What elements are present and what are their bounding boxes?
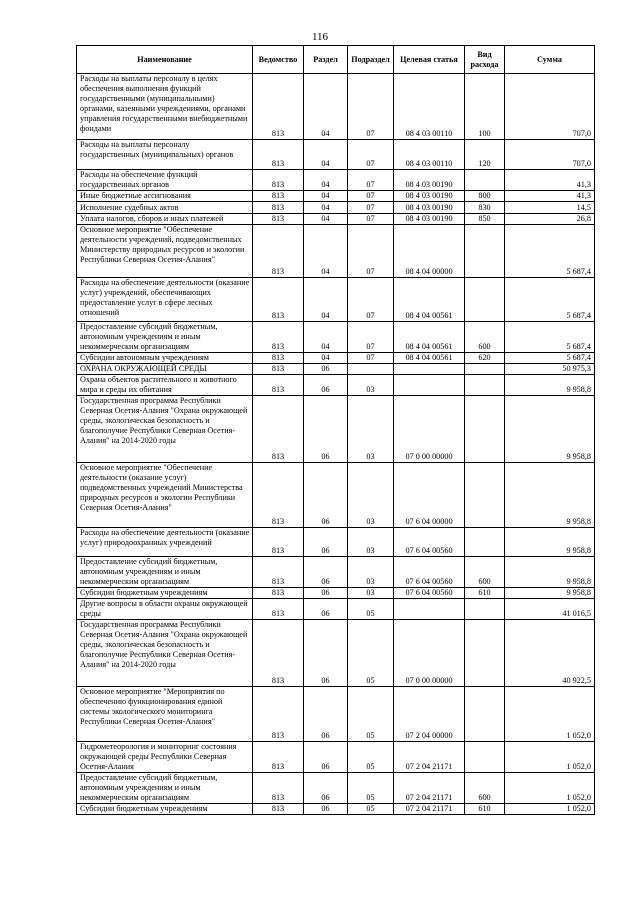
cell-expense-kind: 600 [465, 773, 505, 804]
cell-expense-kind [465, 742, 505, 773]
table-row [77, 353, 595, 364]
cell-sum: 41,3 [505, 170, 595, 191]
cell-department: 813 [253, 202, 304, 214]
cell-target-article: 08 4 03 00190 [394, 191, 465, 202]
cell-section: 06 [304, 364, 348, 375]
cell-target-article [394, 599, 465, 620]
cell-department: 813 [253, 170, 304, 191]
cell-name: Субсидии бюджетным учреждениям [77, 588, 253, 599]
cell-expense-kind [465, 170, 505, 191]
cell-subsection: 03 [348, 463, 394, 528]
cell-expense-kind: 830 [465, 202, 505, 214]
cell-target-article: 07 6 04 00560 [394, 528, 465, 557]
table-row [77, 214, 595, 225]
cell-sum: 5 687,4 [505, 353, 595, 364]
cell-section: 06 [304, 557, 348, 588]
cell-name: Иные бюджетные ассигнования [77, 191, 253, 202]
cell-department: 813 [253, 742, 304, 773]
cell-sum: 9 958,8 [505, 528, 595, 557]
cell-department: 813 [253, 588, 304, 599]
cell-section: 06 [304, 773, 348, 804]
cell-subsection: 05 [348, 620, 394, 687]
cell-name: Основное мероприятие "Мероприятия по обеспечению функционирования единой системы экологического мониторинга Республики Северная Осетия-Алания" [77, 687, 253, 742]
cell-expense-kind [465, 620, 505, 687]
header-sum: Сумма [505, 46, 595, 74]
cell-expense-kind: 610 [465, 588, 505, 599]
cell-name: Гидрометеорология и мониторинг состояния окружающей среды Республики Северная Осетия-Алания [77, 742, 253, 773]
table-row [77, 463, 595, 528]
cell-department: 813 [253, 773, 304, 804]
cell-section: 04 [304, 191, 348, 202]
header-section: Раздел [304, 46, 348, 74]
cell-expense-kind: 600 [465, 557, 505, 588]
page-number: 116 [311, 31, 329, 43]
cell-expense-kind: 610 [465, 804, 505, 815]
cell-sum: 9 958,8 [505, 375, 595, 396]
table-row [77, 191, 595, 202]
cell-section: 06 [304, 463, 348, 528]
cell-department: 813 [253, 191, 304, 202]
cell-sum: 50 975,3 [505, 364, 595, 375]
cell-sum: 9 958,8 [505, 463, 595, 528]
cell-department: 813 [253, 557, 304, 588]
cell-target-article: 07 2 04 21171 [394, 742, 465, 773]
cell-sum: 1 052,0 [505, 804, 595, 815]
cell-name: Уплата налогов, сборов и иных платежей [77, 214, 253, 225]
cell-department: 813 [253, 396, 304, 463]
header-department: Ведомство [253, 46, 304, 74]
table-row [77, 773, 595, 804]
header-subsection: Подраздел [348, 46, 394, 74]
cell-target-article: 08 4 03 00190 [394, 202, 465, 214]
cell-section: 06 [304, 396, 348, 463]
cell-expense-kind [465, 396, 505, 463]
cell-name: Расходы на обеспечение деятельности (оказание услуг) учреждений, обеспечивающих предоставление услуг в сфере лесных отношений [77, 278, 253, 322]
table-row [77, 74, 595, 140]
cell-name: Основное мероприятие "Обеспечение деятельности (оказание услуг) подведомственных учреждений Министерства природных ресурсов и экологии Республики Северная Осетия-Алания" [77, 463, 253, 528]
cell-sum: 1 052,0 [505, 773, 595, 804]
cell-department: 813 [253, 278, 304, 322]
cell-section: 04 [304, 278, 348, 322]
cell-section: 04 [304, 202, 348, 214]
cell-department: 813 [253, 687, 304, 742]
cell-sum: 9 958,8 [505, 396, 595, 463]
cell-subsection: 03 [348, 375, 394, 396]
cell-section: 06 [304, 804, 348, 815]
cell-expense-kind: 620 [465, 353, 505, 364]
cell-sum: 9 958,8 [505, 557, 595, 588]
cell-target-article: 07 2 04 00000 [394, 687, 465, 742]
cell-expense-kind: 100 [465, 74, 505, 140]
cell-target-article: 07 2 04 21171 [394, 804, 465, 815]
cell-section: 04 [304, 170, 348, 191]
cell-sum: 9 958,8 [505, 588, 595, 599]
cell-target-article: 07 2 04 21171 [394, 773, 465, 804]
cell-expense-kind [465, 687, 505, 742]
cell-sum: 41,3 [505, 191, 595, 202]
cell-subsection: 07 [348, 191, 394, 202]
table-body [77, 74, 595, 815]
cell-name: Расходы на выплаты персоналу государственных (муниципальных) органов [77, 140, 253, 170]
cell-expense-kind: 120 [465, 140, 505, 170]
budget-table [76, 45, 595, 815]
cell-subsection: 07 [348, 202, 394, 214]
cell-subsection: 03 [348, 557, 394, 588]
cell-sum: 5 687,4 [505, 322, 595, 353]
cell-department: 813 [253, 353, 304, 364]
cell-expense-kind: 850 [465, 214, 505, 225]
cell-name: Исполнение судебных актов [77, 202, 253, 214]
cell-target-article: 07 0 00 00000 [394, 620, 465, 687]
cell-name: Расходы на обеспечение деятельности (оказание услуг) природоохранных учреждений [77, 528, 253, 557]
cell-target-article: 07 6 04 00560 [394, 588, 465, 599]
cell-expense-kind [465, 463, 505, 528]
cell-target-article [394, 375, 465, 396]
cell-target-article [394, 364, 465, 375]
table-row [77, 804, 595, 815]
cell-subsection: 03 [348, 396, 394, 463]
cell-section: 04 [304, 74, 348, 140]
table-row [77, 364, 595, 375]
header-expense-kind: Вид расхода [465, 46, 505, 74]
cell-subsection: 07 [348, 74, 394, 140]
cell-expense-kind [465, 278, 505, 322]
cell-name: Государственная программа Республики Северная Осетия-Алания "Охрана окружающей среды, экологическая безопасность и благополучие Республики Северная Осетия-Алания" на 2014-2020 годы [77, 396, 253, 463]
cell-expense-kind [465, 225, 505, 278]
cell-section: 04 [304, 322, 348, 353]
cell-section: 06 [304, 375, 348, 396]
cell-department: 813 [253, 74, 304, 140]
cell-target-article: 08 4 04 00561 [394, 322, 465, 353]
cell-sum: 1 052,0 [505, 687, 595, 742]
cell-section: 04 [304, 214, 348, 225]
cell-name: Предоставление субсидий бюджетным, автономным учреждениям и иным некоммерческим организациям [77, 322, 253, 353]
cell-department: 813 [253, 463, 304, 528]
cell-sum: 5 687,4 [505, 225, 595, 278]
table-row [77, 396, 595, 463]
cell-department: 813 [253, 225, 304, 278]
cell-target-article: 08 4 03 00110 [394, 140, 465, 170]
table-row [77, 170, 595, 191]
cell-department: 813 [253, 375, 304, 396]
cell-name: Основное мероприятие "Обеспечение деятельности учреждений, подведомственных Министерству природных ресурсов и экологии Республики Северная Осетия-Алания" [77, 225, 253, 278]
header-target-article: Целевая статья [394, 46, 465, 74]
cell-name: ОХРАНА ОКРУЖАЮЩЕЙ СРЕДЫ [77, 364, 253, 375]
cell-sum: 26,8 [505, 214, 595, 225]
cell-target-article: 07 6 04 00000 [394, 463, 465, 528]
cell-name: Субсидии автономным учреждениям [77, 353, 253, 364]
cell-target-article: 08 4 03 00190 [394, 170, 465, 191]
cell-subsection: 07 [348, 225, 394, 278]
cell-department: 813 [253, 214, 304, 225]
cell-subsection: 07 [348, 170, 394, 191]
cell-name: Предоставление субсидий бюджетным, автономным учреждениям и иным некоммерческим организациям [77, 557, 253, 588]
cell-subsection: 05 [348, 804, 394, 815]
table-row [77, 322, 595, 353]
cell-section: 06 [304, 528, 348, 557]
cell-section: 06 [304, 687, 348, 742]
cell-expense-kind: 600 [465, 322, 505, 353]
cell-sum: 1 052,0 [505, 742, 595, 773]
cell-expense-kind [465, 375, 505, 396]
cell-name: Расходы на выплаты персоналу в целях обеспечения выполнения функций государственными (муниципальными) органами, казенными учреждениями, органами управления государственными внебюджетными фондами [77, 74, 253, 140]
cell-target-article: 08 4 04 00000 [394, 225, 465, 278]
cell-subsection: 05 [348, 687, 394, 742]
cell-department: 813 [253, 620, 304, 687]
cell-department: 813 [253, 804, 304, 815]
cell-name: Расходы на обеспечение функций государственных органов [77, 170, 253, 191]
cell-subsection: 07 [348, 214, 394, 225]
cell-subsection: 07 [348, 278, 394, 322]
cell-expense-kind [465, 528, 505, 557]
cell-department: 813 [253, 364, 304, 375]
cell-department: 813 [253, 528, 304, 557]
cell-expense-kind [465, 599, 505, 620]
cell-section: 04 [304, 225, 348, 278]
cell-department: 813 [253, 599, 304, 620]
cell-sum: 707,0 [505, 140, 595, 170]
cell-section: 06 [304, 599, 348, 620]
cell-sum: 40 922,5 [505, 620, 595, 687]
cell-expense-kind: 800 [465, 191, 505, 202]
cell-target-article: 08 4 03 00190 [394, 214, 465, 225]
table-row [77, 588, 595, 599]
cell-target-article: 07 0 00 00000 [394, 396, 465, 463]
cell-target-article: 08 4 03 00110 [394, 74, 465, 140]
table-row [77, 557, 595, 588]
cell-name: Государственная программа Республики Северная Осетия-Алания "Охрана окружающей среды, экологическая безопасность и благополучие Республики Северная Осетия-Алания" на 2014-2020 годы [77, 620, 253, 687]
cell-section: 06 [304, 620, 348, 687]
cell-expense-kind [465, 364, 505, 375]
cell-name: Предоставление субсидий бюджетным, автономным учреждениям и иным некоммерческим организациям [77, 773, 253, 804]
cell-sum: 41 016,5 [505, 599, 595, 620]
header-row [77, 46, 595, 74]
table-row [77, 528, 595, 557]
cell-department: 813 [253, 140, 304, 170]
cell-section: 06 [304, 742, 348, 773]
cell-subsection: 05 [348, 599, 394, 620]
header-name: Наименование [77, 46, 253, 74]
table-row [77, 599, 595, 620]
cell-section: 06 [304, 588, 348, 599]
cell-name: Другие вопросы в области охраны окружающей среды [77, 599, 253, 620]
cell-subsection [348, 364, 394, 375]
table-row [77, 742, 595, 773]
cell-sum: 14,5 [505, 202, 595, 214]
table-row [77, 278, 595, 322]
cell-target-article: 08 4 04 00561 [394, 278, 465, 322]
cell-department: 813 [253, 322, 304, 353]
cell-sum: 707,0 [505, 74, 595, 140]
cell-target-article: 08 4 04 00561 [394, 353, 465, 364]
cell-subsection: 07 [348, 322, 394, 353]
cell-section: 04 [304, 353, 348, 364]
cell-subsection: 05 [348, 773, 394, 804]
cell-name: Охрана объектов растительного и животного мира и среды их обитания [77, 375, 253, 396]
cell-section: 04 [304, 140, 348, 170]
table-row [77, 687, 595, 742]
table-row [77, 202, 595, 214]
cell-subsection: 07 [348, 353, 394, 364]
cell-subsection: 05 [348, 742, 394, 773]
table-row [77, 620, 595, 687]
cell-target-article: 07 6 04 00560 [394, 557, 465, 588]
cell-name: Субсидии бюджетным учреждениям [77, 804, 253, 815]
cell-subsection: 07 [348, 140, 394, 170]
cell-subsection: 03 [348, 528, 394, 557]
table-row [77, 225, 595, 278]
table-row [77, 375, 595, 396]
table-row [77, 140, 595, 170]
cell-sum: 5 687,4 [505, 278, 595, 322]
cell-subsection: 03 [348, 588, 394, 599]
